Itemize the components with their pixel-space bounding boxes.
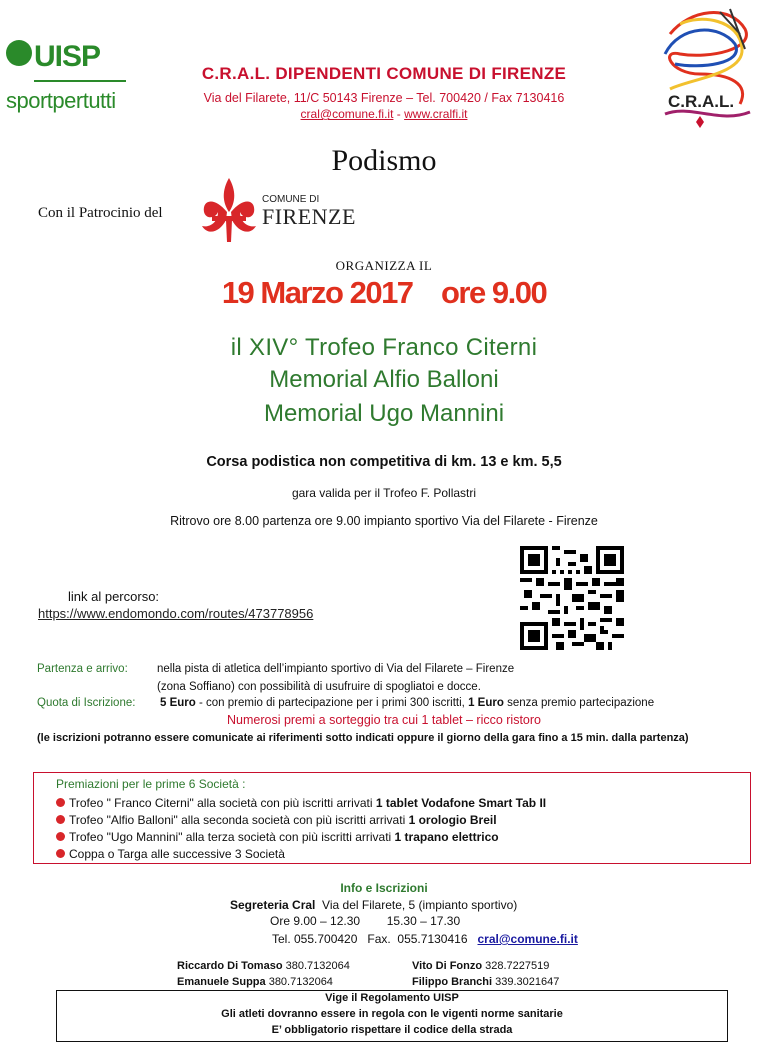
cral-title: C.R.A.L. DIPENDENTI COMUNE DI FIRENZE <box>201 64 567 83</box>
award-item <box>56 813 497 827</box>
quota-text <box>160 697 654 709</box>
contact-person <box>177 960 350 972</box>
partenza-label: Partenza e arrivo: <box>37 663 128 675</box>
bullet-icon <box>56 815 65 824</box>
bullet-icon <box>56 798 65 807</box>
contact-person <box>177 976 333 988</box>
qr-code[interactable] <box>520 546 624 650</box>
comune-big-text: FIRENZE <box>262 204 356 229</box>
contact-name: Filippo Branchi <box>412 976 493 988</box>
memorial-2: Memorial Ugo Mannini <box>263 400 505 427</box>
awards-heading: Premiazioni per le prime 6 Società : <box>56 777 246 791</box>
award-text: Trofeo " Franco Citerni" alla società con più iscritti arrivati <box>69 796 376 810</box>
patronage-label: Con il Patrocinio del <box>38 205 163 221</box>
opening-hours: Ore 9.00 – 12.30 15.30 – 17.30 <box>270 914 461 928</box>
award-item <box>56 830 499 844</box>
trophy-title: il XIV° Trofeo Franco Citerni <box>230 334 538 361</box>
award-item <box>56 796 546 810</box>
cral-email-link[interactable]: cral@comune.fi.it <box>300 107 394 121</box>
route-link[interactable]: https://www.endomondo.com/routes/473778956 <box>38 606 314 621</box>
page-title: Podismo <box>331 144 437 177</box>
contact-name: Emanuele Suppa <box>177 976 266 988</box>
secretary-label: Segreteria Cral <box>230 898 316 912</box>
contact-separator: - <box>393 107 405 121</box>
qr-code-icon <box>520 546 624 650</box>
contact-person <box>412 960 549 972</box>
quota-price-1: 5 Euro <box>160 697 196 709</box>
bullet-icon <box>56 832 65 841</box>
phone-line <box>272 932 578 946</box>
info-email-link[interactable]: cral@comune.fi.it <box>477 932 578 946</box>
info-heading: Info e Iscrizioni <box>340 881 428 895</box>
quota-end: senza premio partecipazione <box>503 697 655 709</box>
rule-line: Gli atleti dovranno essere in regola con le vigenti norme sanitarie <box>221 1008 563 1020</box>
partenza-line-2: (zona Soffiano) con possibilità di usufruire di spogliatoi e docce. <box>157 681 481 693</box>
quota-mid: - con premio di partecipazione per i primi 300 iscritti, <box>195 697 469 709</box>
quota-label: Quota di Iscrizione: <box>37 697 136 709</box>
phone-fax: Tel. 055.700420 Fax. 055.7130416 <box>272 932 478 946</box>
contact-phone: 339.3021647 <box>492 976 560 988</box>
comune-small-text: COMUNE DI <box>262 194 320 205</box>
contact-name: Vito Di Fonzo <box>412 960 483 972</box>
fleur-de-lis-icon <box>198 176 260 246</box>
cral-logo <box>650 4 762 134</box>
cral-website-link[interactable]: www.cralfi.it <box>404 107 468 121</box>
secretary-line <box>230 898 517 912</box>
uisp-tagline: sportpertutti <box>6 88 116 113</box>
uisp-ball-icon <box>6 40 32 66</box>
award-prize: 1 tablet Vodafone Smart Tab II <box>375 796 547 810</box>
race-description: Corsa podistica non competitiva di km. 13 e km. 5,5 <box>206 454 562 470</box>
contact-person <box>412 976 559 988</box>
award-item <box>56 847 285 861</box>
award-prize: 1 trapano elettrico <box>394 830 499 844</box>
event-date: 19 Marzo 2017 ore 9.00 <box>221 275 547 310</box>
rule-line: Vige il Regolamento UISP <box>325 992 459 1004</box>
secretary-address: Via del Filarete, 5 (impianto sportivo) <box>315 898 518 912</box>
contact-phone: 380.7132064 <box>282 960 350 972</box>
meeting-info: Ritrovo ore 8.00 partenza ore 9.00 impianto sportivo Via del Filarete - Firenze <box>170 514 598 528</box>
race-validity: gara valida per il Trofeo F. Pollastri <box>291 486 477 500</box>
memorial-1: Memorial Alfio Balloni <box>269 366 499 393</box>
award-prize: 1 orologio Breil <box>408 813 497 827</box>
contact-name: Riccardo Di Tomaso <box>177 960 283 972</box>
contact-phone: 380.7132064 <box>265 976 333 988</box>
comune-firenze-logo <box>198 176 358 246</box>
contact-phone: 328.7227519 <box>482 960 550 972</box>
partenza-line-1: nella pista di atletica dell’impianto sportivo di Via del Filarete – Firenze <box>157 663 515 675</box>
award-text: Trofeo "Alfio Balloni" alla seconda società con più iscritti arrivati <box>69 813 409 827</box>
cral-address: Via del Filarete, 11/C 50143 Firenze – Tel. 700420 / Fax 7130416 <box>203 91 565 105</box>
rule-line: E’ obbligatorio rispettare il codice della strada <box>271 1024 513 1036</box>
quota-price-2: 1 Euro <box>468 697 504 709</box>
uisp-name: UISP <box>34 40 101 73</box>
award-text: Trofeo "Ugo Mannini" alla terza società con più iscritti arrivati <box>69 830 395 844</box>
prizes-draw: Numerosi premi a sorteggio tra cui 1 tablet – ricco ristoro <box>226 713 541 727</box>
bullet-icon <box>56 849 65 858</box>
award-text: Coppa o Targa alle successive 3 Società <box>69 847 285 861</box>
cral-logo-text: C.R.A.L. <box>668 92 735 111</box>
route-link-label: link al percorso: <box>68 589 160 604</box>
organizza-label: ORGANIZZA IL <box>335 258 433 273</box>
cral-scribble-icon <box>650 4 762 134</box>
registration-note: (le iscrizioni potranno essere comunicate ai riferimenti sotto indicati oppure il giorno della gara fino a 15 min. dalla partenza) <box>37 732 689 744</box>
